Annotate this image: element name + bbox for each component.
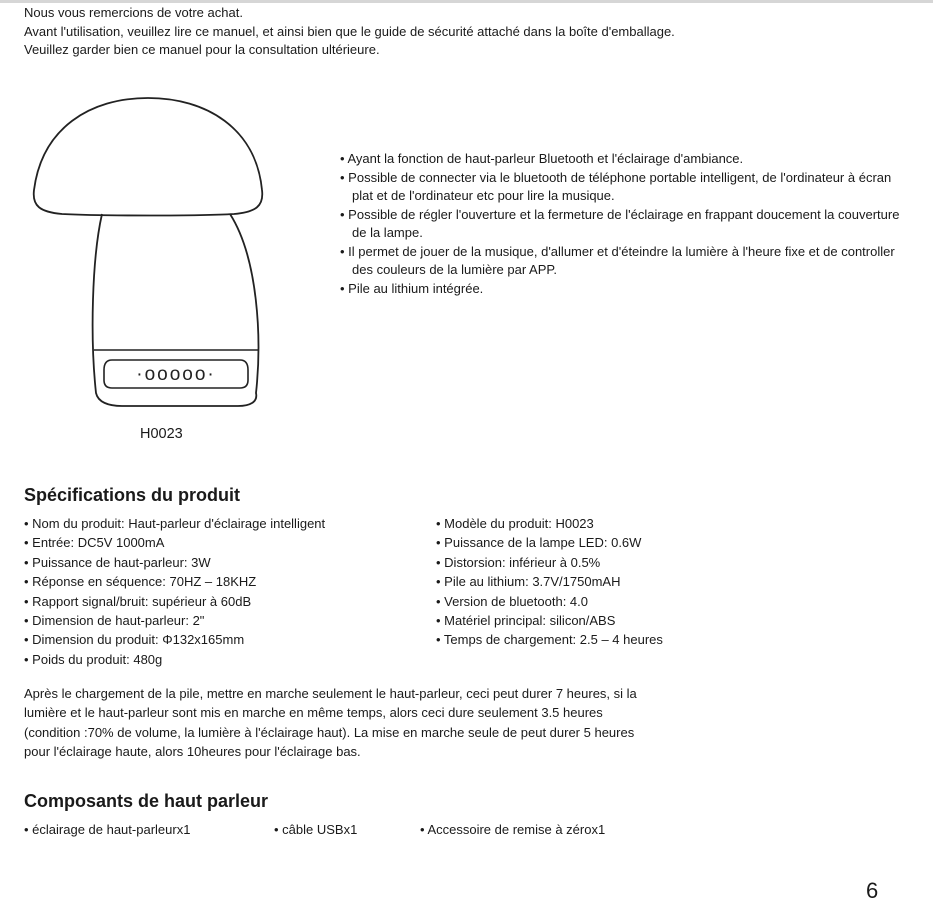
model-label: H0023 <box>140 426 183 442</box>
intro-line-1: Nous vous remercions de votre achat. <box>24 5 243 20</box>
spec-item: • Distorsion: inférieur à 0.5% <box>436 554 601 570</box>
spec-item: • Version de bluetooth: 4.0 <box>436 593 588 609</box>
intro-line-2: Avant l'utilisation, veuillez lire ce manuel, et ainsi bien que le guide de sécurité attaché dans la boîte d'emballage. <box>24 23 675 39</box>
top-rule <box>0 0 933 3</box>
mushroom-speaker-drawing <box>30 88 280 418</box>
spec-item: • Rapport signal/bruit: supérieur à 60dB <box>24 593 252 609</box>
battery-note <box>24 684 844 762</box>
spec-item: • Dimension de haut-parleur: 2" <box>24 613 205 629</box>
spec-item: • Poids du produit: 480g <box>24 651 163 667</box>
spec-item: • Nom du produit: Haut-parleur d'éclairage intelligent <box>24 516 326 531</box>
feature-item: • Il permet de jouer de la musique, d'allumer et d'éteindre la lumière à l'heure fixe et de controller des couleurs de la lumière par APP. <box>340 243 895 277</box>
specs-heading: Spécifications du produit <box>24 485 241 505</box>
spec-item: • Pile au lithium: 3.7V/1750mAH <box>436 574 621 590</box>
intro-line-3: Veuillez garder bien ce manuel pour la consultation ultérieure. <box>24 42 380 57</box>
feature-item: • Ayant la fonction de haut-parleur Bluetooth et l'éclairage d'ambiance. <box>340 151 744 166</box>
feature-item: • Possible de connecter via le bluetooth de téléphone portable intelligent, de l'ordinateur à écran plat et de l'ordinateur etc pour lire la musique. <box>340 169 892 203</box>
spec-item: • Puissance de haut-parleur: 3W <box>24 554 211 570</box>
note-line: Après le chargement de la pile, mettre en marche seulement le haut-parleur, ceci peut durer 7 heures, si la <box>24 686 637 701</box>
product-illustration <box>30 88 280 448</box>
spec-item: • Réponse en séquence: 70HZ – 18KHZ <box>24 574 257 590</box>
lamp-cap-outline <box>34 98 263 216</box>
feature-list <box>340 150 900 298</box>
spec-item: • Temps de chargement: 2.5 – 4 heures <box>436 632 663 648</box>
component-item: • câble USBx1 <box>274 822 358 837</box>
feature-item: • Possible de régler l'ouverture et la fermeture de l'éclairage en frappant doucement la couverture de la lampe. <box>340 206 900 240</box>
specs-left-column <box>24 514 434 669</box>
components-heading: Composants de haut parleur <box>24 791 269 811</box>
intro-text <box>24 4 914 60</box>
spec-item: • Entrée: DC5V 1000mA <box>24 535 165 551</box>
spec-item: • Modèle du produit: H0023 <box>436 516 594 531</box>
control-buttons: ·ooooo· <box>136 364 216 385</box>
spec-item: • Puissance de la lampe LED: 0.6W <box>436 535 642 551</box>
specs-right-column <box>436 514 766 650</box>
note-line: (condition :70% de volume, la lumière à l'éclairage haut). La mise en marche seule de peut durer 5 heures <box>24 724 635 740</box>
spec-item: • Dimension du produit: Φ132x165mm <box>24 632 245 648</box>
component-item: • éclairage de haut-parleurx1 <box>24 822 191 837</box>
page-number: 6 <box>866 878 879 903</box>
spec-item: • Matériel principal: silicon/ABS <box>436 613 616 629</box>
feature-item: • Pile au lithium intégrée. <box>340 280 484 296</box>
component-item: • Accessoire de remise à zérox1 <box>420 822 606 837</box>
note-line: lumière et le haut-parleur sont mis en marche en même temps, alors ceci dure seulement 3.5 heures <box>24 705 603 721</box>
note-line: pour l'éclairage haute, alors 10heures pour l'éclairage bas. <box>24 744 361 760</box>
